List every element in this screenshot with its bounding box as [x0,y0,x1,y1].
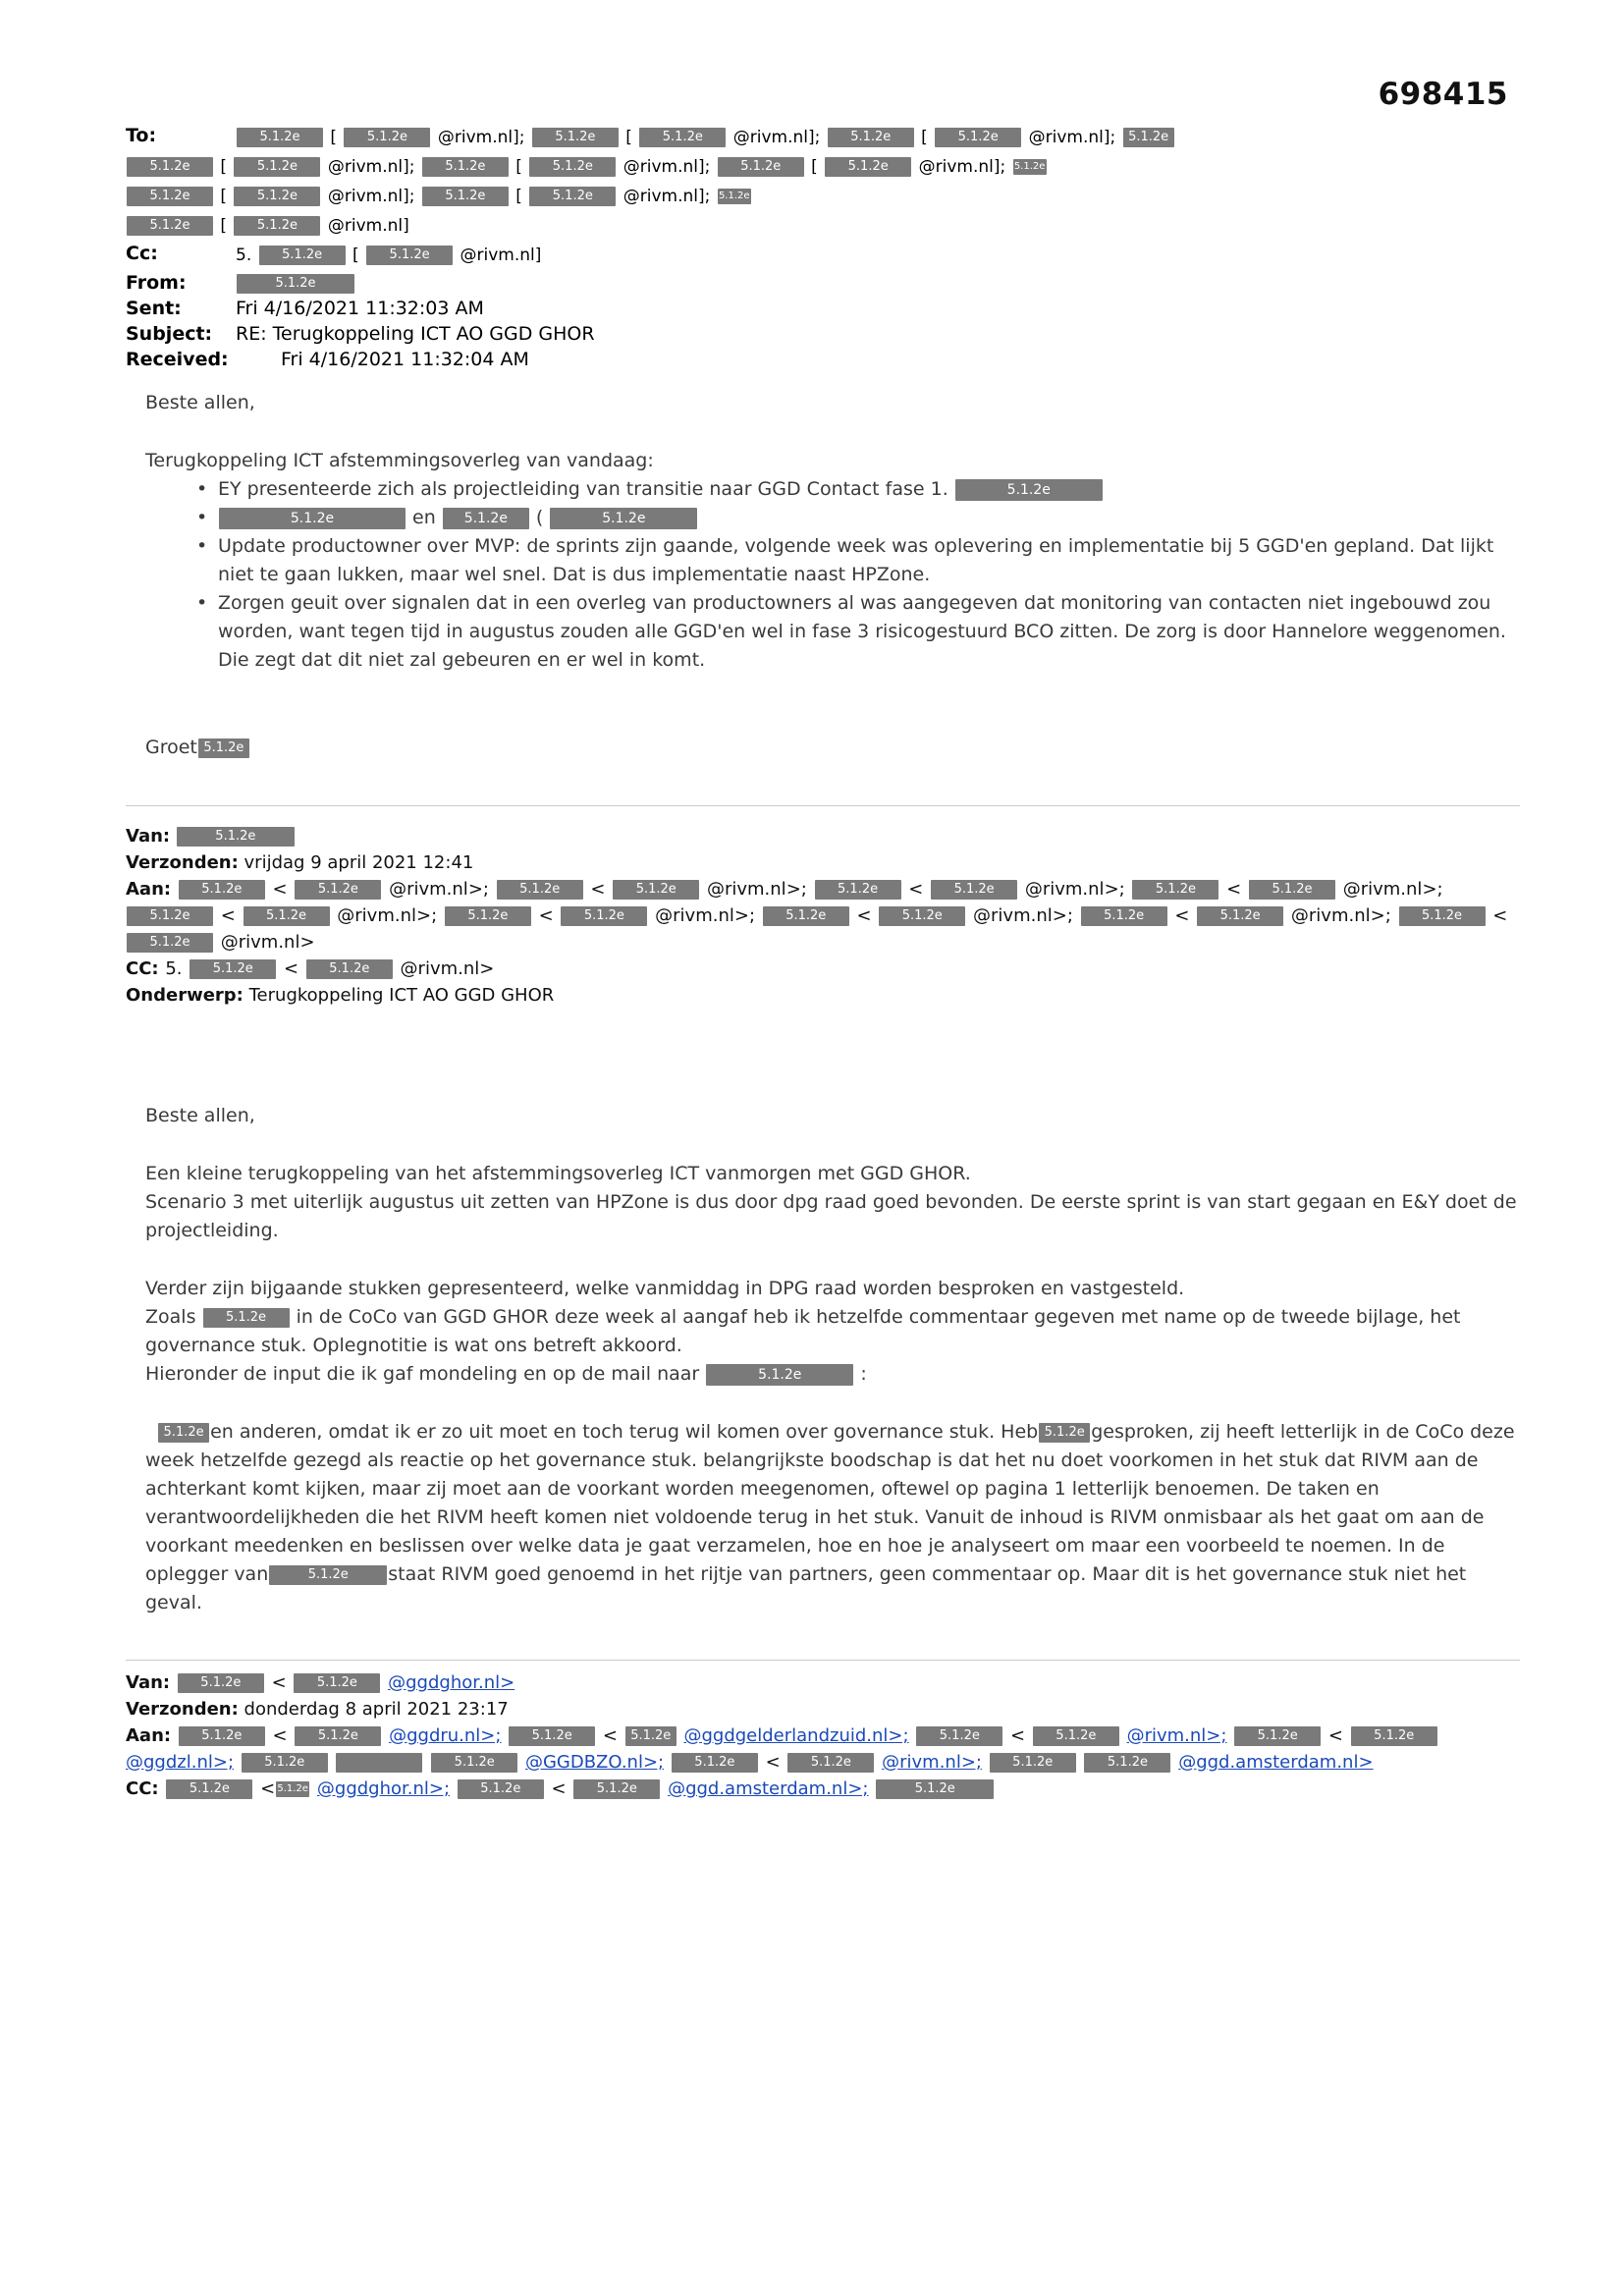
redaction-chip: 5.1.2e [931,880,1017,900]
quote1-para-zoals [145,1303,1520,1360]
redaction-chip: 5.1.2e [445,906,531,926]
redaction-chip: 5.1.2e [639,128,726,147]
quoted-header-2 [126,1669,1520,1802]
greeting-2: Beste allen, [145,1105,255,1126]
redaction-chip: 5.1.2e [935,128,1021,147]
redaction-chip: 5.1.2e [532,128,619,147]
redaction-chip: 5.1.2e [1081,906,1167,926]
header-row-received [126,348,1520,372]
redaction-chip: 5.1.2e [1197,906,1283,926]
quote1-aan-row: Aan: 5.1.2e < 5.1.2e @rivm.nl>; 5.1.2e < 5.1.2e @rivm.nl>; 5.1.2e < 5.1.2e @rivm.nl>; 5.1.2e < 5.1.2e @rivm.nl>; 5.1.2e < 5.1.2e @rivm.nl>; 5.1.2e < 5.1.2e @rivm.nl>; 5.1.2e < 5.1.2e @rivm.nl>; 5.1.2e < 5.1.2e @rivm.nl>; 5.1.2e < 5.1.2e @rivm.nl> [126,879,1508,953]
cc-prefix: 5. [236,246,252,265]
domain-text: @rivm.nl> [400,958,495,979]
verzonden-value: vrijdag 9 april 2021 12:41 [244,852,474,873]
quoted-header-1 [126,823,1520,1009]
redaction-chip: 5.1.2e [276,1781,309,1797]
redaction-chip: 5.1.2e [1249,880,1335,900]
header-row-to [126,124,1520,152]
received-value: Fri 4/16/2021 11:32:04 AM [281,349,529,370]
quote1-onderwerp-row [126,982,1520,1009]
redaction-chip: 5.1.2e [706,1364,853,1386]
list-item [196,589,1520,675]
redaction-chip: 5.1.2e [166,1779,252,1799]
redaction-chip: 5.1.2e [244,906,330,926]
redaction-chip: 5.1.2e [189,959,276,979]
redaction-chip: 5.1.2e [1084,1753,1170,1773]
quote1-cc-row: CC: 5. 5.1.2e < 5.1.2e @rivm.nl> [126,958,495,979]
domain-text: @rivm.nl] [327,216,409,236]
redaction-chip: 5.1.2e [198,738,249,758]
redaction-chip: 5.1.2e [242,1753,328,1773]
redaction-chip: 5.1.2e [955,479,1103,501]
redaction-chip: 5.1.2e [177,827,295,847]
redaction-chip: 5.1.2e [158,1423,209,1443]
email-domain-link[interactable]: @ggdghor.nl>; [316,1778,451,1799]
divider [126,1660,1520,1661]
redaction-chip: 5.1.2e [787,1753,874,1773]
domain-text: @rivm.nl>; [706,879,807,900]
closing-1 [145,734,1520,762]
van-label: Van: [126,826,171,847]
domain-text: @rivm.nl]; [1028,128,1116,147]
header-row-cc [126,242,1520,270]
quote2-aan-row: Aan: 5.1.2e < 5.1.2e @ggdru.nl>; 5.1.2e < 5.1.2e @ggdgelderlandzuid.nl>; 5.1.2e < 5.1.2e @rivm.nl>; 5.1.2e < 5.1.2e @ggdzl.nl>; 5.1.2e 5.1.2e @GGDBZO.nl>; 5.1.2e < 5.1.2e @rivm.nl>; 5.1.2e 5.1.2e @ggd.amsterdam.nl> [126,1722,1520,1776]
van-label: Van: [126,1672,171,1693]
redaction-chip: 5.1.2e [269,1565,387,1585]
redaction-chip: 5.1.2e [203,1308,290,1328]
redaction-chip: 5.1.2e [876,1779,994,1799]
redaction-chip: 5.1.2e [529,187,616,206]
email-domain-link[interactable]: @rivm.nl>; [882,1752,982,1773]
redaction-chip: 5.1.2e [990,1753,1076,1773]
redaction-chip: 5.1.2e [1123,128,1174,147]
redaction-chip: 5.1.2e [573,1779,660,1799]
cc-label: Cc: [126,243,158,264]
verzonden-value: donderdag 8 april 2021 23:17 [244,1699,509,1720]
redaction-chip: 5.1.2e [1351,1726,1437,1746]
redaction-chip [336,1753,422,1773]
subject-value: RE: Terugkoppeling ICT AO GGD GHOR [236,323,595,345]
redaction-chip: 5.1.2e [234,157,320,177]
closing-text: Groet [145,737,197,758]
redaction-chip: 5.1.2e [828,128,914,147]
redaction-chip: 5.1.2e [672,1753,758,1773]
email-header [126,124,1520,373]
big-part-3: staat RIVM goed genoemd in het rijtje van partners, geen commentaar op. Maar dit is het governance stuk niet het geval. [145,1563,1467,1613]
verzonden-label: Verzonden: [126,852,239,873]
redaction-chip: 5.1.2e [344,128,430,147]
sent-label: Sent: [126,298,182,319]
cc-label: CC: [126,958,159,979]
email-domain-link[interactable]: @ggdghor.nl> [388,1672,515,1693]
header-row-subject [126,322,1520,347]
email-domain-link[interactable]: @ggd.amsterdam.nl> [1178,1752,1374,1773]
domain-text: @rivm.nl]; [327,157,415,177]
verzonden-label: Verzonden: [126,1699,239,1720]
quote1-para-0: Een kleine terugkoppeling van het afstemmingsoverleg ICT vanmorgen met GGD GHOR. [145,1163,971,1184]
header-row-from [126,271,1520,296]
redaction-chip: 5.1.2e [259,246,346,265]
quoted-body-1 [145,1102,1520,1617]
redaction-chip: 5.1.2e [815,880,901,900]
domain-text: @rivm.nl>; [1342,879,1443,900]
quote2-verzonden-row [126,1696,1520,1722]
domain-text: @rivm.nl]; [732,128,821,147]
header-row-to-cont2 [126,183,1520,211]
message-body-1 [145,389,1520,762]
redaction-chip: 5.1.2e [529,157,616,177]
bullet-text: EY presenteerde zich als projectleiding van transitie naar GGD Contact fase 1. [218,478,948,500]
redaction-chip: 5.1.2e [306,959,393,979]
redaction-chip: 5.1.2e [127,157,213,177]
quote1-big-paragraph [145,1418,1520,1617]
redaction-chip: 5.1.2e [179,880,265,900]
redaction-chip: 5.1.2e [178,1673,264,1693]
redaction-chip: 5.1.2e [1234,1726,1321,1746]
big-part-2: gesproken, zij heeft letterlijk in de CoCo deze week hetzelfde gezegd als reactie op het governance stuk. belangrijkste boodschap is dat het nu doet voorkomen in het stuk dat RIVM aan de achterkant komt kijken, maar zij moet aan de voorkant worden meegenomen, oftewel op pagina 1 letterlijk benoemen. De taken en verantwoordelijkheden die het RIVM heeft komen niet voldoende terug in het stuk. Vanuit de inhoud is RIVM onmisbaar als het gaat om aan de voorkant meedenken en beslissen over welke data je gaat verzamelen, hoe en hoe je analyseert om maar een voorbeeld te noemen. In de oplegger van [145,1421,1515,1585]
domain-text: @rivm.nl]; [327,187,415,206]
redaction-chip: 5.1.2e [509,1726,595,1746]
domain-text: @rivm.nl]; [437,128,525,147]
domain-text: @rivm.nl>; [337,905,438,926]
redaction-chip: 5.1.2e [127,906,213,926]
domain-text: @rivm.nl] [460,246,542,265]
redaction-chip: 5.1.2e [625,1726,677,1746]
redaction-chip: 5.1.2e [1033,1726,1119,1746]
to-recipients-cont: 5.1.2e [ 5.1.2e @rivm.nl]; 5.1.2e [ 5.1.2e @rivm.nl]; 5.1.2e [ 5.1.2e @rivm.nl]; 5.1.2e [126,153,1520,182]
big-part-1: en anderen, omdat ik er zo uit moet en toch terug wil komen over governance stuk. Heb [210,1421,1039,1443]
redaction-chip: 5.1.2e [422,157,509,177]
domain-text: @rivm.nl]; [623,187,711,206]
hieronder-text: Hieronder de input die ik gaf mondeling en op de mail naar [145,1363,700,1385]
zoals-suffix: in de CoCo van GGD GHOR deze week al aangaf heb ik hetzelfde commentaar gegeven met name op de tweede bijlage, het governance stuk. Oplegnotitie is wat ons betreft akkoord. [145,1306,1461,1356]
domain-text: @rivm.nl>; [973,905,1073,926]
list-item: • 5.1.2e en 5.1.2e ( 5.1.2e [196,504,1520,532]
redaction-chip: 5.1.2e [613,880,699,900]
domain-text: @rivm.nl]; [918,157,1006,177]
redaction-chip: 5.1.2e [294,1673,380,1693]
redaction-chip: 5.1.2e [179,1726,265,1746]
email-domain-link[interactable]: @ggdzl.nl>; [126,1752,235,1773]
domain-text: @rivm.nl>; [1290,905,1391,926]
divider [126,805,1520,806]
bullet-text: Zorgen geuit over signalen dat in een overleg van productowners al was aangegeven dat monitoring van contacten niet ingebouwd zou worden, want tegen tijd in augustus zouden alle GGD'en wel in fase 3 risicogestuurd BCO zitten. De zorg is door Hannelore weggenomen. Die zegt dat dit niet zal gebeuren en er wel in komt. [218,592,1506,671]
cc-recipients: 5. 5.1.2e [ 5.1.2e @rivm.nl] [236,246,542,265]
email-domain-link[interactable]: @rivm.nl>; [1126,1725,1227,1746]
zoals-prefix: Zoals [145,1306,196,1328]
sent-value: Fri 4/16/2021 11:32:03 AM [236,298,484,319]
redaction-chip: 5.1.2e [561,906,647,926]
redaction-chip: 5.1.2e [127,216,213,236]
redaction-chip: 5.1.2e [127,933,213,953]
redaction-chip: 5.1.2e [879,906,965,926]
header-row-to-cont [126,153,1520,182]
greeting-1: Beste allen, [145,392,255,413]
redaction-chip: 5.1.2e [127,187,213,206]
redaction-chip: 5.1.2e [422,187,509,206]
list-item [196,532,1520,589]
quote2-cc-row: CC: 5.1.2e < 5.1.2e @ggdghor.nl>; 5.1.2e < 5.1.2e @ggd.amsterdam.nl>; 5.1.2e [126,1776,1520,1802]
domain-text: @rivm.nl]; [623,157,711,177]
email-domain-link[interactable]: @ggdru.nl>; [389,1725,502,1746]
onderwerp-label: Onderwerp: [126,985,244,1006]
redaction-chip: 5.1.2e [366,246,453,265]
domain-text: @rivm.nl>; [655,905,756,926]
redaction-chip: 5.1.2e [1013,159,1047,175]
aan-label: Aan: [126,879,172,900]
redaction-chip: 5.1.2e [458,1779,544,1799]
to-recipients: 5.1.2e [ 5.1.2e @rivm.nl]; 5.1.2e [ 5.1.2e @rivm.nl]; 5.1.2e [ 5.1.2e @rivm.nl]; 5.1.2e [236,124,1520,152]
quote1-verzonden-row [126,849,1520,876]
email-domain-link[interactable]: @GGDBZO.nl>; [524,1752,665,1773]
redaction-chip: 5.1.2e [443,508,529,529]
from-label: From: [126,272,187,294]
received-label: Received: [126,349,229,370]
domain-text: @rivm.nl>; [1024,879,1125,900]
subject-label: Subject: [126,323,213,345]
redaction-chip: 5.1.2e [1399,906,1486,926]
intro-1: Terugkoppeling ICT afstemmingsoverleg van vandaag: [145,450,654,471]
bullet-text: Update productowner over MVP: de sprints zijn gaande, volgende week was oplevering en implementatie bij 5 GGD'en gepland. Dat lijkt niet te gaan lukken, maar wel snel. Dat is dus implementatie naast HPZone. [218,535,1494,585]
onderwerp-value: Terugkoppeling ICT AO GGD GHOR [248,985,555,1006]
document-number: 698415 [1378,77,1508,112]
redaction-chip: 5.1.2e [237,274,354,294]
quote2-van-row: Van: 5.1.2e < 5.1.2e @ggdghor.nl> [126,1672,515,1693]
from-value [236,271,1520,296]
quote1-van-row [126,823,1520,849]
cc-label: CC: [126,1778,159,1799]
redaction-chip: 5.1.2e [718,189,751,204]
cc-prefix: 5. [165,958,183,979]
domain-text: @rivm.nl>; [389,879,489,900]
hieronder-suffix: : [860,1363,867,1385]
quote1-para-2: Verder zijn bijgaande stukken gepresenteerd, welke vanmiddag in DPG raad worden besproken en vastgesteld. [145,1278,1185,1299]
redaction-chip: 5.1.2e [219,508,406,529]
to-label: To: [126,125,157,146]
quote1-para-1: Scenario 3 met uiterlijk augustus uit zetten van HPZone is dus door dpg raad goed bevonden. De eerste sprint is van start gegaan en E&Y doet de projectleiding. [145,1191,1517,1241]
redaction-chip: 5.1.2e [295,1726,381,1746]
redaction-chip: 5.1.2e [763,906,849,926]
redaction-chip: 5.1.2e [431,1753,517,1773]
list-item [196,475,1520,504]
email-domain-link[interactable]: @ggdgelderlandzuid.nl>; [683,1725,909,1746]
quote1-para-3 [145,1360,1520,1389]
redaction-chip: 5.1.2e [550,508,697,529]
to-recipients-cont2: 5.1.2e [ 5.1.2e @rivm.nl]; 5.1.2e [ 5.1.2e @rivm.nl]; 5.1.2e [126,183,1520,211]
redaction-chip: 5.1.2e [234,216,320,236]
redaction-chip: 5.1.2e [295,880,381,900]
aan-label: Aan: [126,1725,172,1746]
redaction-chip: 5.1.2e [1039,1423,1090,1443]
header-row-to-cont3 [126,212,1520,241]
domain-text: @rivm.nl> [220,932,315,953]
bullet-text: en [412,507,436,528]
redaction-chip: 5.1.2e [237,128,323,147]
to-recipients-cont3: 5.1.2e [ 5.1.2e @rivm.nl] [126,212,1520,241]
bullet-list-1 [145,475,1520,675]
redaction-chip: 5.1.2e [825,157,911,177]
redaction-chip: 5.1.2e [1132,880,1218,900]
header-row-sent [126,297,1520,321]
redaction-chip: 5.1.2e [718,157,804,177]
redaction-chip: 5.1.2e [916,1726,1002,1746]
email-domain-link[interactable]: @ggd.amsterdam.nl>; [668,1778,869,1799]
redaction-chip: 5.1.2e [497,880,583,900]
redaction-chip: 5.1.2e [234,187,320,206]
